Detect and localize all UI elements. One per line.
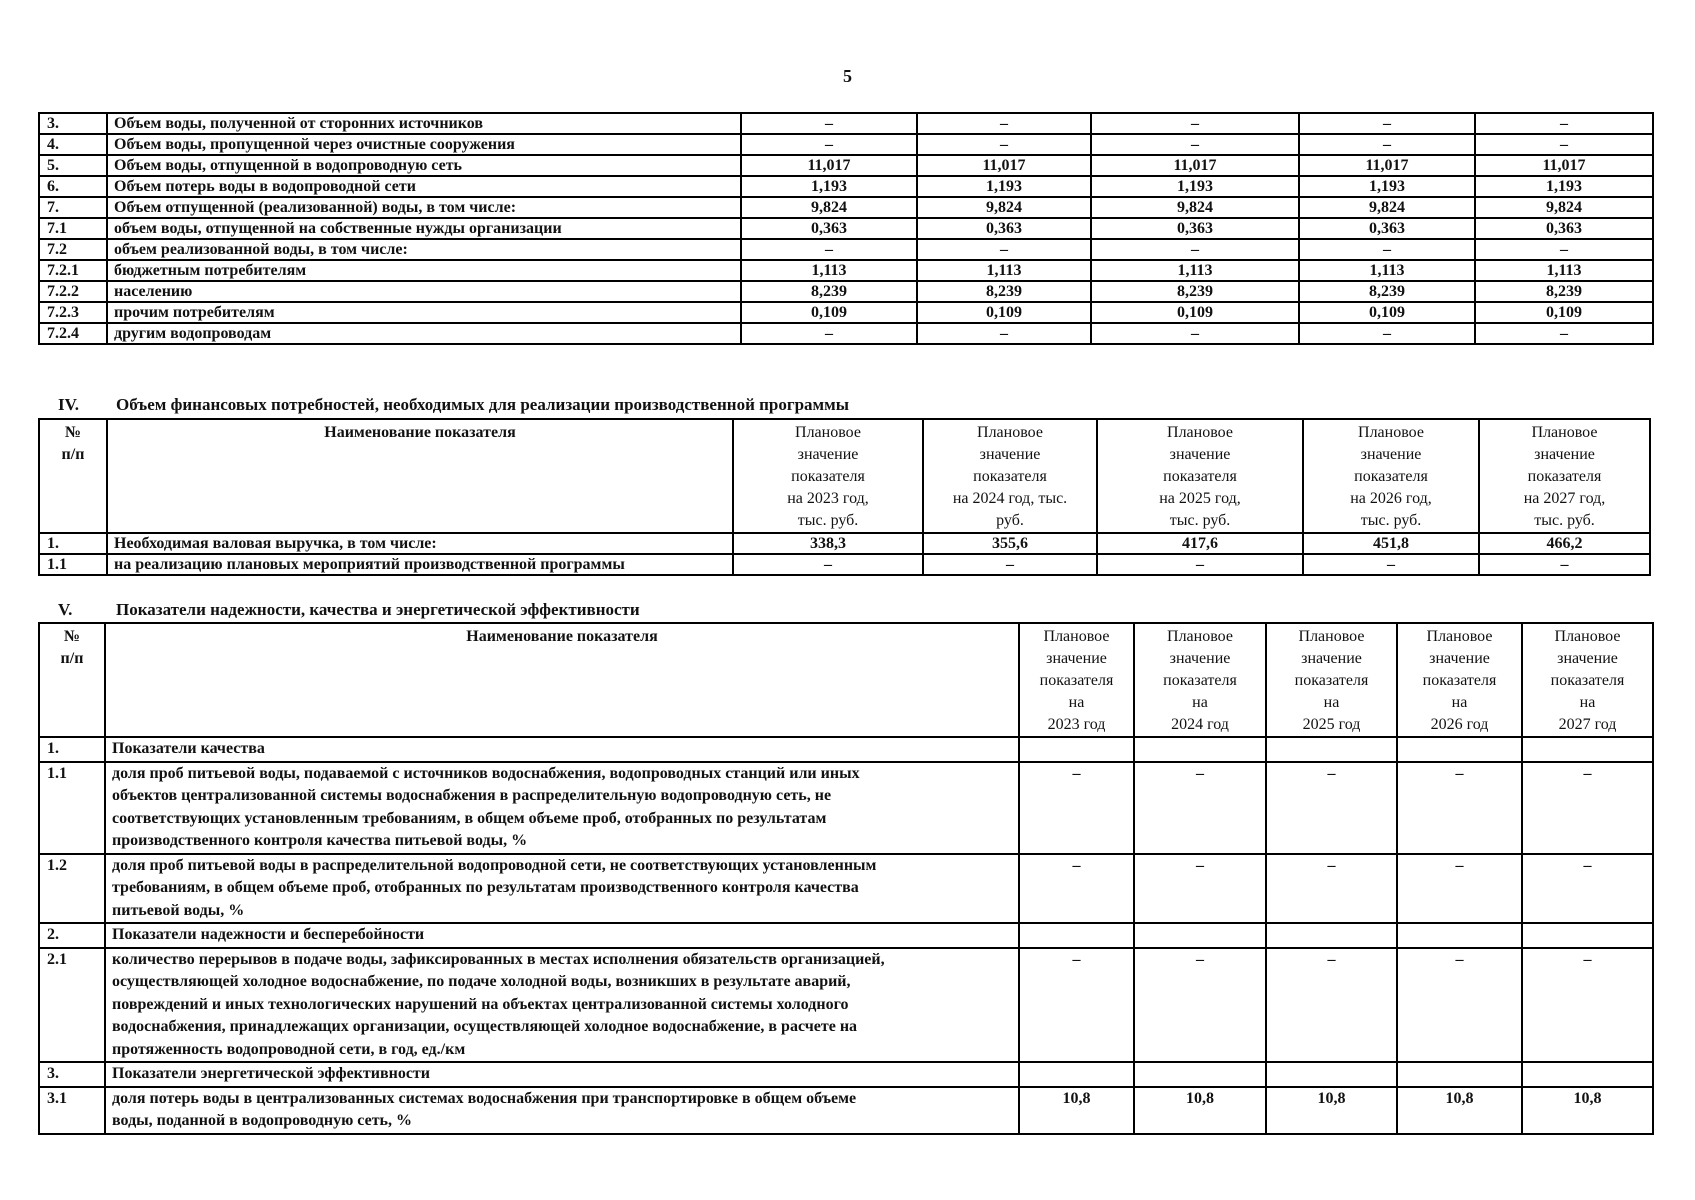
indicator-name: Объем воды, полученной от сторонних источников (107, 113, 741, 134)
value-cell-2025: – (1091, 239, 1299, 260)
value-cell-2024: – (917, 134, 1091, 155)
table-row (39, 176, 1653, 197)
value-cell-2025: 9,824 (1091, 197, 1299, 218)
column-header-2023: Плановое значение показателя на 2023 год (1019, 623, 1134, 737)
indicator-name-line: Показатели качества (112, 740, 265, 757)
value-cell-2026: – (1397, 854, 1522, 924)
table-row (39, 281, 1653, 302)
value-cell-2025 (1266, 923, 1397, 948)
value-cell-2026: – (1299, 239, 1475, 260)
value-cell-2025: – (1091, 323, 1299, 344)
row-number: 7.2.2 (39, 281, 107, 302)
indicator-name: Объем воды, пропущенной через очистные сооружения (107, 134, 741, 155)
value-cell-2023: 11,017 (741, 155, 917, 176)
value-cell-2024: 1,113 (917, 260, 1091, 281)
table-row (39, 239, 1653, 260)
row-number: 6. (39, 176, 107, 197)
indicator-name-line: доля проб питьевой воды, подаваемой с источников водоснабжения, водопроводных станций или иных (112, 764, 860, 782)
value-cell-2023 (1019, 1062, 1134, 1087)
indicator-name: объем реализованной воды, в том числе: (107, 239, 741, 260)
indicator-name-line: требованиям, в общем объеме проб, отобранных по результатам производственного контроля качества (112, 879, 859, 896)
indicator-name-line: объектов централизованной системы водоснабжения в распределительную водопроводную сеть, не (112, 787, 832, 804)
value-cell-2025: 0,109 (1091, 302, 1299, 323)
table-row (39, 197, 1653, 218)
value-cell-2024: – (1134, 854, 1266, 924)
value-cell-2024 (1134, 737, 1266, 762)
section-v-number: V. (58, 600, 73, 619)
value-cell-2025: 8,239 (1091, 281, 1299, 302)
value-cell-2023: – (741, 323, 917, 344)
value-cell-2027: 11,017 (1475, 155, 1653, 176)
column-header-2027: Плановое значение показателя на 2027 год (1522, 623, 1653, 737)
row-number: 7.2.1 (39, 260, 107, 281)
row-number: 5. (39, 155, 107, 176)
value-cell-2023: 9,824 (741, 197, 917, 218)
indicator-name (105, 854, 1019, 924)
financial-needs-table (38, 418, 1651, 576)
indicator-name (105, 1062, 1019, 1087)
indicator-name: на реализацию плановых мероприятий производственной программы (107, 554, 733, 575)
value-cell-2024: 8,239 (917, 281, 1091, 302)
column-header-number: № п/п (39, 419, 107, 533)
value-cell-2023: – (741, 239, 917, 260)
value-cell-2023 (1019, 737, 1134, 762)
value-cell-2026: – (1397, 762, 1522, 854)
table-row (39, 854, 1653, 924)
value-cell-2026 (1397, 737, 1522, 762)
value-cell-2025: 11,017 (1091, 155, 1299, 176)
value-cell-2026: – (1299, 323, 1475, 344)
value-cell-2026: 8,239 (1299, 281, 1475, 302)
value-cell-2025: 417,6 (1097, 533, 1303, 554)
value-cell-2027: 9,824 (1475, 197, 1653, 218)
row-number: 7.1 (39, 218, 107, 239)
table-row (39, 134, 1653, 155)
value-cell-2023: – (733, 554, 923, 575)
value-cell-2023: 1,113 (741, 260, 917, 281)
indicator-name-line: питьевой воды, % (112, 901, 245, 919)
page-number: 5 (843, 66, 852, 86)
value-cell-2026 (1397, 1062, 1522, 1087)
table-row (39, 554, 1650, 575)
table-header-row (39, 623, 1653, 737)
value-cell-2023: – (1019, 854, 1134, 924)
table-row (39, 948, 1653, 1063)
value-cell-2025: – (1097, 554, 1303, 575)
row-number: 1. (39, 533, 107, 554)
table-row (39, 923, 1653, 948)
indicator-name-line: доля проб питьевой воды в распределительной водопроводной сети, не соответствующих установленным (112, 856, 877, 874)
indicator-name: Объем отпущенной (реализованной) воды, в том числе: (107, 197, 741, 218)
row-number: 7.2.4 (39, 323, 107, 344)
indicator-name-line: Показатели надежности и бесперебойности (112, 926, 425, 943)
value-cell-2024: – (923, 554, 1097, 575)
indicator-name: Объем потерь воды в водопроводной сети (107, 176, 741, 197)
table-row (39, 533, 1650, 554)
indicator-name (105, 1087, 1019, 1134)
value-cell-2025: 10,8 (1266, 1087, 1397, 1134)
table-row (39, 737, 1653, 762)
value-cell-2025: – (1266, 854, 1397, 924)
value-cell-2027 (1522, 1062, 1653, 1087)
indicator-name-line: соответствующих установленным требованиям, в общем объеме проб, отобранных по результатам (112, 809, 827, 827)
value-cell-2026: – (1303, 554, 1479, 575)
value-cell-2024: – (917, 323, 1091, 344)
indicator-name (105, 737, 1019, 762)
indicator-name-line: Показатели энергетической эффективности (112, 1065, 431, 1082)
value-cell-2023: – (1019, 948, 1134, 1063)
value-cell-2024: 9,824 (917, 197, 1091, 218)
value-cell-2026: – (1299, 113, 1475, 134)
indicator-name: объем воды, отпущенной на собственные нужды организации (107, 218, 741, 239)
value-cell-2024: 0,109 (917, 302, 1091, 323)
value-cell-2026: – (1299, 134, 1475, 155)
value-cell-2024: 0,363 (917, 218, 1091, 239)
table-row (39, 1062, 1653, 1087)
indicator-name (105, 948, 1019, 1063)
value-cell-2025: 0,363 (1091, 218, 1299, 239)
value-cell-2026: 451,8 (1303, 533, 1479, 554)
value-cell-2023: 1,193 (741, 176, 917, 197)
table-row (39, 155, 1653, 176)
water-volume-table (38, 112, 1654, 345)
value-cell-2024: – (1134, 948, 1266, 1063)
value-cell-2027: 1,113 (1475, 260, 1653, 281)
value-cell-2024: 355,6 (923, 533, 1097, 554)
row-number: 2. (39, 923, 105, 948)
column-header-2027: Плановое значение показателя на 2027 год, тыс. руб. (1479, 419, 1650, 533)
value-cell-2027: 10,8 (1522, 1087, 1653, 1134)
row-number: 1. (39, 737, 105, 762)
indicator-name: населению (107, 281, 741, 302)
value-cell-2025 (1266, 1062, 1397, 1087)
row-number: 1.1 (39, 762, 105, 854)
value-cell-2025: – (1266, 762, 1397, 854)
value-cell-2027: 8,239 (1475, 281, 1653, 302)
indicator-name: прочим потребителям (107, 302, 741, 323)
value-cell-2027: 0,363 (1475, 218, 1653, 239)
value-cell-2024: 10,8 (1134, 1087, 1266, 1134)
value-cell-2023: – (741, 113, 917, 134)
value-cell-2025: – (1091, 134, 1299, 155)
value-cell-2023: – (741, 134, 917, 155)
indicator-name-line: количество перерывов в подаче воды, зафиксированных в местах исполнения обязательств организацией, (112, 950, 885, 968)
value-cell-2023: 10,8 (1019, 1087, 1134, 1134)
column-header-2024: Плановое значение показателя на 2024 год, тыс. руб. (923, 419, 1097, 533)
row-number: 3. (39, 113, 107, 134)
table-row (39, 762, 1653, 854)
indicator-name-line: повреждений и иных технологических нарушений на объектах централизованной системы холодного (112, 995, 849, 1013)
value-cell-2024: 11,017 (917, 155, 1091, 176)
value-cell-2025: – (1266, 948, 1397, 1063)
row-number: 3.1 (39, 1087, 105, 1134)
value-cell-2027: – (1475, 134, 1653, 155)
section-iv-number: IV. (58, 395, 79, 414)
value-cell-2025: 1,193 (1091, 176, 1299, 197)
reliability-quality-table (38, 622, 1654, 1135)
indicator-name-line: осуществляющей холодное водоснабжение, по подаче холодной воды, возникших в результате аварий, (112, 973, 851, 990)
column-header-name: Наименование показателя (105, 623, 1019, 737)
value-cell-2027: – (1522, 854, 1653, 924)
value-cell-2027: – (1522, 948, 1653, 1063)
row-number: 7. (39, 197, 107, 218)
indicator-name (105, 762, 1019, 854)
column-header-2023: Плановое значение показателя на 2023 год, тыс. руб. (733, 419, 923, 533)
value-cell-2023: 0,109 (741, 302, 917, 323)
value-cell-2024: – (917, 239, 1091, 260)
value-cell-2027: 1,193 (1475, 176, 1653, 197)
value-cell-2026: 0,109 (1299, 302, 1475, 323)
value-cell-2023: – (1019, 762, 1134, 854)
indicator-name: Необходимая валовая выручка, в том числе: (107, 533, 733, 554)
indicator-name (105, 923, 1019, 948)
indicator-name: бюджетным потребителям (107, 260, 741, 281)
section-v-title (58, 600, 640, 620)
row-number: 3. (39, 1062, 105, 1087)
indicator-name-line: доля потерь воды в централизованных системах водоснабжения при транспортировке в общем объеме (112, 1089, 857, 1107)
column-header-name: Наименование показателя (107, 419, 733, 533)
section-v-heading: Показатели надежности, качества и энергетической эффективности (116, 600, 640, 619)
value-cell-2027 (1522, 737, 1653, 762)
value-cell-2027: 0,109 (1475, 302, 1653, 323)
column-header-2026: Плановое значение показателя на 2026 год, тыс. руб. (1303, 419, 1479, 533)
value-cell-2026 (1397, 923, 1522, 948)
value-cell-2027: – (1522, 762, 1653, 854)
table-row (39, 218, 1653, 239)
table-header-row (39, 419, 1650, 533)
value-cell-2026: 11,017 (1299, 155, 1475, 176)
value-cell-2026: – (1397, 948, 1522, 1063)
value-cell-2027: 466,2 (1479, 533, 1650, 554)
value-cell-2027: – (1475, 113, 1653, 134)
table-row (39, 1087, 1653, 1134)
indicator-name-line: воды, поданной в водопроводную сеть, % (112, 1112, 413, 1129)
value-cell-2026: 1,193 (1299, 176, 1475, 197)
column-header-number: № п/п (39, 623, 105, 737)
column-header-2025: Плановое значение показателя на 2025 год, тыс. руб. (1097, 419, 1303, 533)
value-cell-2023: 8,239 (741, 281, 917, 302)
section-iv-title (58, 395, 849, 415)
value-cell-2024: – (1134, 762, 1266, 854)
value-cell-2026: 1,113 (1299, 260, 1475, 281)
indicator-name: другим водопроводам (107, 323, 741, 344)
value-cell-2027 (1522, 923, 1653, 948)
row-number: 4. (39, 134, 107, 155)
value-cell-2024 (1134, 923, 1266, 948)
column-header-2026: Плановое значение показателя на 2026 год (1397, 623, 1522, 737)
indicator-name-line: водоснабжения, принадлежащих организации, осуществляющей холодное водоснабжение, в расчете на (112, 1018, 858, 1035)
value-cell-2024: – (917, 113, 1091, 134)
indicator-name-line: протяженность водопроводной сети, в год, ед./км (112, 1040, 466, 1058)
value-cell-2025 (1266, 737, 1397, 762)
value-cell-2026: 9,824 (1299, 197, 1475, 218)
value-cell-2025: – (1091, 113, 1299, 134)
value-cell-2024: 1,193 (917, 176, 1091, 197)
table-row (39, 113, 1653, 134)
value-cell-2023: 338,3 (733, 533, 923, 554)
row-number: 7.2.3 (39, 302, 107, 323)
value-cell-2026: 0,363 (1299, 218, 1475, 239)
value-cell-2026: 10,8 (1397, 1087, 1522, 1134)
indicator-name: Объем воды, отпущенной в водопроводную сеть (107, 155, 741, 176)
value-cell-2023 (1019, 923, 1134, 948)
row-number: 1.1 (39, 554, 107, 575)
value-cell-2023: 0,363 (741, 218, 917, 239)
column-header-2025: Плановое значение показателя на 2025 год (1266, 623, 1397, 737)
table-row (39, 302, 1653, 323)
table-row (39, 323, 1653, 344)
row-number: 1.2 (39, 854, 105, 924)
indicator-name-line: производственного контроля качества питьевой воды, % (112, 832, 528, 849)
value-cell-2024 (1134, 1062, 1266, 1087)
section-iv-heading: Объем финансовых потребностей, необходимых для реализации производственной программы (116, 395, 849, 414)
value-cell-2027: – (1479, 554, 1650, 575)
row-number: 2.1 (39, 948, 105, 1063)
value-cell-2027: – (1475, 239, 1653, 260)
value-cell-2027: – (1475, 323, 1653, 344)
row-number: 7.2 (39, 239, 107, 260)
column-header-2024: Плановое значение показателя на 2024 год (1134, 623, 1266, 737)
table-row (39, 260, 1653, 281)
value-cell-2025: 1,113 (1091, 260, 1299, 281)
